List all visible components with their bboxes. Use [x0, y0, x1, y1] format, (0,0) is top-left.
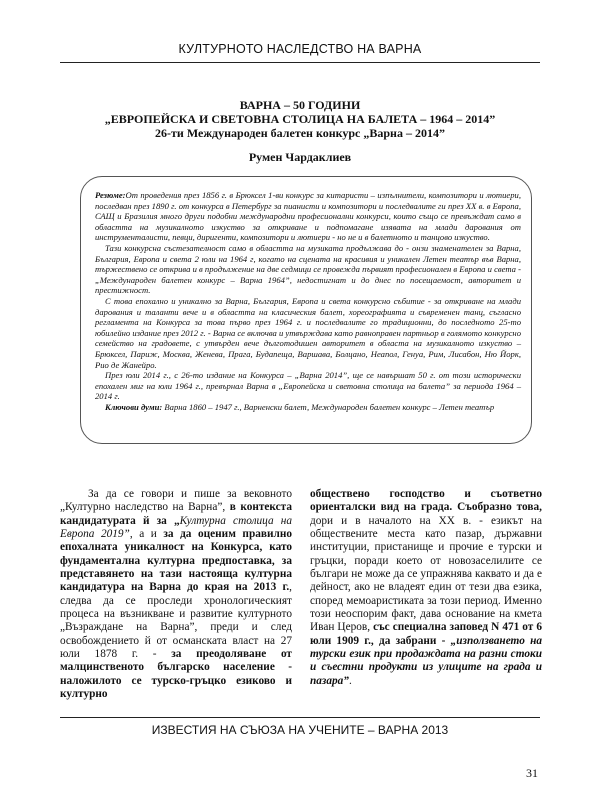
- abstract-paragraph: Тази конкурсна състезателност само в областта на музиката продължава до - онзи знаменателен за Варна, България, Европа и света 2 юли на 1964 г, когато на сцената на красивия и уникален Летен театър във Варна, тържествено се открива и в продължение на две седмици се провежда първият професионален в Европа и света - „Международен балетен конкурс – Варна 1964”, недостигнат и до днес по посещаемост, авторитет и престижност.: [95, 242, 521, 296]
- body-paragraph: обществено господство и съответно ориенталски вид на града. Съобразно това, дори и в началото на ХХ в. - езикът на обществените места като пазар, държавни институции, пристанище и прочие е турски и гръцки, поради което от новозаселилите се българи не може да се упражнява каквато и да е дейност, ако не владеят един от тези два езика, според мемоаристиката за този период. Именно този неоспорим факт, дава основание на кмета Иван Церов, със специална заповед N 471 от 6 юли 1909 г., да забрани - „използването на турски език при продаждата на разни стоки и съестни продукти из улиците на града и пазара”.: [310, 488, 542, 687]
- body-column-left: [60, 488, 292, 702]
- running-header: КУЛТУРНОТО НАСЛЕДСТВО НА ВАРНА: [178, 42, 422, 56]
- abstract-box: [80, 176, 532, 444]
- abstract-label: Резюме:: [95, 190, 126, 200]
- abstract-paragraph: Резюме:От проведения през 1856 г. в Брюксел 1-ви конкурс за китаристи – изпълнители, композитори и лютиери, последван през 1890 г. от конкурса в Петербург за пианисти и композитори и последвалите ги през ХХ в. в Европа, САЩ и Бразилия много други подобни международни професионални конкурси, които също се превъждат само в областта на музикалното изкуство за откриване и подпомагане изявата на млади дарования от инструменталисти, певци, диригенти, композитори и лютиери - но не и в балетното и танцово изкуство.: [95, 190, 521, 243]
- footer-rule: [60, 717, 540, 718]
- keywords-label: Ключови думи:: [105, 401, 163, 412]
- body-paragraph: За да се говори и пише за вековното „Културно наследство на Варна”, в контекста кандидатурата й за „Културна столица на Европа 2019”, а и за да оценим правилно епохалната уникалност на Конкурса, като фундаментална културна предпоставка, за представянето на тази настояща културна кандидатура на Варна до края на 2013 г., следва да се проследи хронологическият процеса на възникване и развитие културното „Възраждане на Варна”, преди и след освобождението й от османската власт на 27 юли 1878 г. - за преодоляване от малцинственото българско население - наложилото се турско-гръцко езиково и културно: [60, 488, 292, 701]
- article-subtitle: 26-ти Международен балетен конкурс „Варна – 2014”: [155, 126, 445, 140]
- page-number: 31: [526, 766, 538, 780]
- keywords: Ключови думи: Варна 1860 – 1947 г., Варненски балет, Международен балетен конкурс – Летен театър: [105, 401, 495, 412]
- running-footer: ИЗВЕСТИЯ НА СЪЮЗА НА УЧЕНИТЕ – ВАРНА 2013: [151, 723, 449, 737]
- abstract-paragraph: През юли 2014 г., с 26-то издание на Конкурса – „Варна 2014”, ще се навършат 50 г. от този исторически епохален миг на юли 1964 г., превърнал Варна в „Европейска и световна столица на балета” за периода 1964 – 2014 г.: [95, 370, 521, 402]
- header-rule: [60, 62, 540, 63]
- article-title-line1: ВАРНА – 50 ГОДИНИ: [239, 98, 361, 112]
- abstract-paragraph: С това епохално и уникално за Варна, България, Европа и света конкурсно събитие - за откриване на млади дарования и таланти вече и в областта на класическия балет, хореографията и съвременен танц, съгласно регламента на Конкурса за това първо през 1964 г. и последвалите го традиционни, до последното 25-то юбилейно издание през 2012 г. - Варна се включва и утвърждава като равноправен партньор в голямото конкурсно семейство на градовете, с утвърден вече дълготодишен авторитет в областа на музикалното изкуство – Брюксел, Париж, Москва, Женева, Прага, Будапеща, Варшава, Болцано, Неапол, Генуа, Рим, Лисабон, Ню Йорк, Рио де Жанейро.: [95, 295, 521, 370]
- body-column-right: [310, 488, 542, 688]
- author-name: Румен Чардаклиев: [248, 150, 352, 164]
- article-title-line2: „ЕВРОПЕЙСКА И СВЕТОВНА СТОЛИЦА НА БАЛЕТА – 1964 – 2014”: [104, 112, 496, 126]
